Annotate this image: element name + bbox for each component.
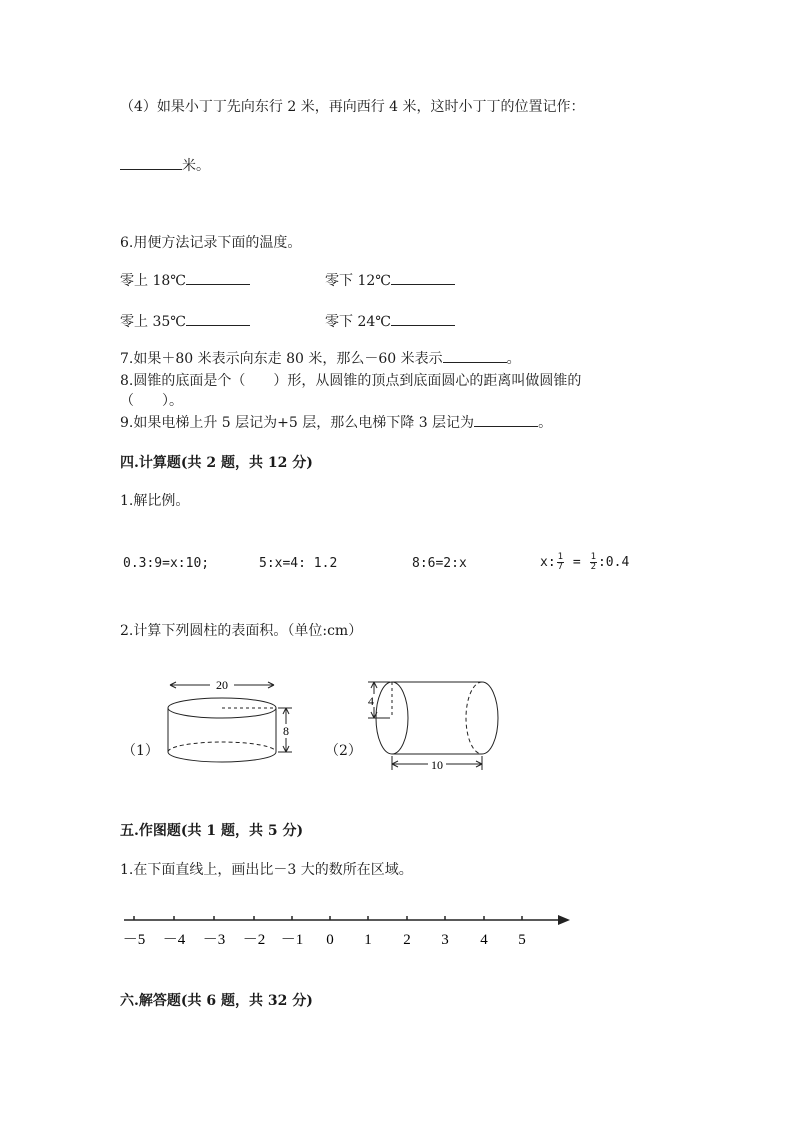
answer-blank[interactable] — [474, 412, 538, 427]
diameter-label: 4 — [368, 694, 374, 708]
s4-p1-title: 1.解比例。 — [120, 493, 190, 509]
q8-line1: 8.圆锥的底面是个（ ）形，从圆锥的顶点到底面圆心的距离叫做圆锥的 — [120, 373, 582, 389]
section4-title: 四.计算题(共 2 题，共 12 分) — [120, 455, 313, 471]
height-label: 8 — [283, 724, 289, 738]
answer-blank[interactable] — [186, 311, 250, 326]
q9: 9.如果电梯上升 5 层记为+5 层，那么电梯下降 3 层记为 。 — [120, 412, 552, 432]
q4-text: （4）如果小丁丁先向东行 2 米，再向西行 4 米，这时小丁丁的位置记作： — [120, 99, 585, 115]
number-line-label: 2 — [403, 932, 411, 948]
number-line-label: －2 — [242, 932, 266, 948]
equation-1: 0.3:9=x:10; — [123, 556, 210, 571]
number-line-label: 4 — [480, 932, 488, 948]
figure1-label: （1） — [122, 743, 159, 759]
answer-blank[interactable] — [391, 311, 455, 326]
number-line-label: －3 — [202, 932, 226, 948]
equation-4: x: $\frac{1}{7}$ = $\frac{1}{2}$ :0.4 — [540, 552, 630, 572]
q6-item-4: 零下 24℃ — [325, 311, 455, 331]
q4-unit: 米。 — [182, 158, 210, 174]
s4-p2-title: 2.计算下列圆柱的表面积。（单位:cm） — [120, 623, 363, 639]
number-line-label: 0 — [326, 932, 334, 948]
answer-blank[interactable] — [443, 348, 507, 363]
number-line-label: 3 — [441, 932, 449, 948]
number-line-label: －4 — [162, 932, 186, 948]
equation-2: 5:x=4: 1.2 — [259, 556, 338, 571]
q6-item-1: 零上 18℃ — [120, 270, 250, 290]
q7: 7.如果＋80 米表示向东走 80 米，那么－60 米表示 。 — [120, 348, 521, 368]
q8-line2: （ ）。 — [120, 393, 183, 409]
section5-title: 五.作图题(共 1 题，共 5 分) — [120, 823, 304, 839]
equation-3: 8:6=2:x — [412, 556, 467, 571]
number-line[interactable] — [118, 906, 578, 952]
number-line-label: －1 — [280, 932, 304, 948]
number-line-label: 1 — [364, 932, 372, 948]
fraction-1-7: $\frac{1}{7}$ — [557, 552, 564, 572]
answer-blank[interactable] — [186, 270, 250, 285]
fraction-1-2: $\frac{1}{2}$ — [590, 552, 596, 572]
cylinder-figure-1 — [160, 672, 300, 776]
q6-item-3: 零上 35℃ — [120, 311, 250, 331]
answer-blank[interactable] — [120, 155, 182, 170]
number-line-label: －5 — [122, 932, 146, 948]
section6-title: 六.解答题(共 6 题，共 32 分) — [120, 993, 313, 1009]
figure2-label: （2） — [325, 743, 362, 759]
s5-p1-title: 1.在下面直线上，画出比－3 大的数所在区域。 — [120, 862, 413, 878]
length-label: 10 — [431, 758, 443, 772]
q4-answer-line — [120, 155, 210, 175]
diameter-label: 20 — [216, 678, 228, 692]
answer-blank[interactable] — [391, 270, 455, 285]
cylinder-figure-2 — [362, 676, 507, 774]
number-line-label: 5 — [518, 932, 526, 948]
number-line-arrow — [558, 915, 570, 925]
q6-item-2: 零下 12℃ — [325, 270, 455, 290]
q6-title: 6.用便方法记录下面的温度。 — [120, 235, 302, 251]
